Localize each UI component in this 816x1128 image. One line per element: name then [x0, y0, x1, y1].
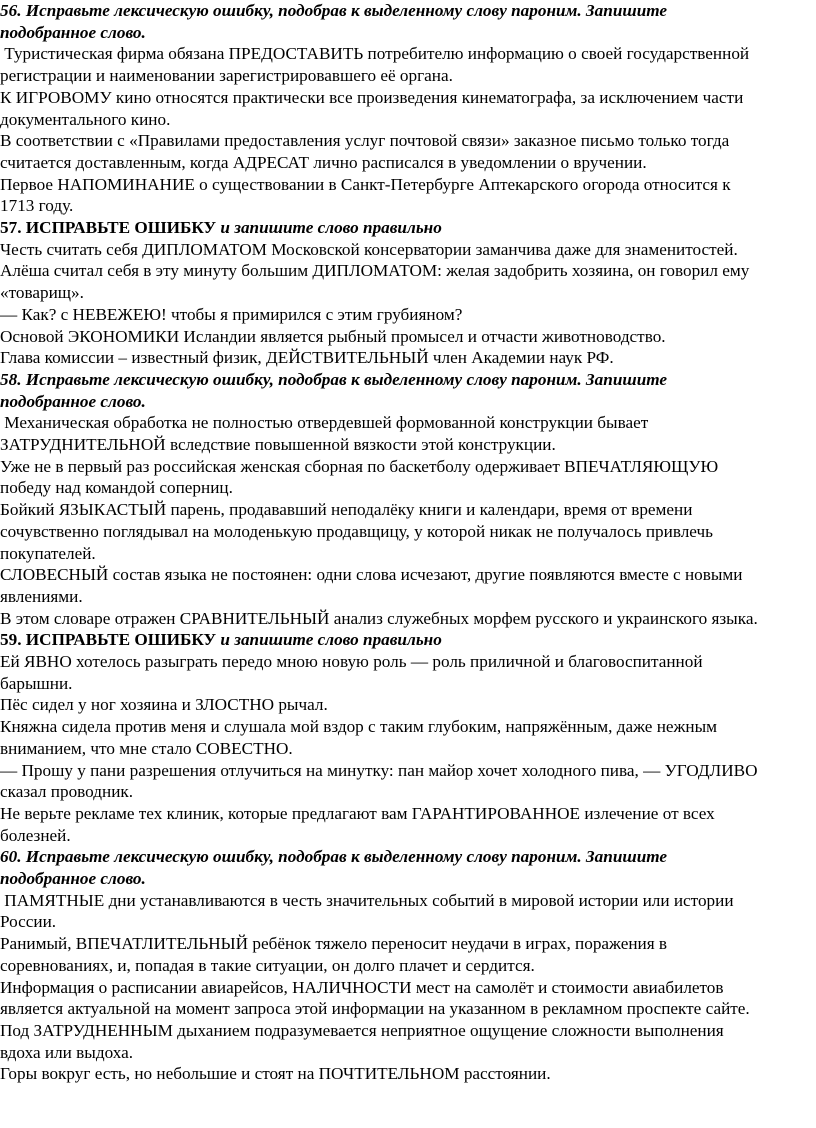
- sentence-text: В этом словаре отражен СРАВНИТЕЛЬНЫЙ анализ служебных морфем русского и украинского языка.: [0, 608, 758, 628]
- text-line: [0, 477, 233, 499]
- sentence-text: считается доставленным, когда АДРЕСАТ лично расписался в уведомлении о вручении.: [0, 152, 647, 172]
- sentence-text: СЛОВЕСНЫЙ состав языка не постоянен: одни слова исчезают, другие появляются вместе с новыми: [0, 565, 743, 585]
- task-heading-line: [0, 629, 442, 651]
- sentence-text: России.: [0, 912, 57, 932]
- heading-text: и запишите слово правильно: [220, 630, 442, 650]
- text-line: [0, 434, 556, 456]
- text-line: [0, 716, 717, 738]
- sentence-text: В соответствии с «Правилами предоставления услуг почтовой связи» заказное письмо только тогда: [0, 131, 730, 151]
- text-line: [0, 911, 56, 933]
- text-line: [0, 260, 749, 282]
- sentence-text: ПАМЯТНЫЕ дни устанавливаются в честь значительных событий в мировой истории или истории: [0, 890, 734, 910]
- task-heading-line: [0, 217, 442, 239]
- heading-text: 57. ИСПРАВЬТЕ ОШИБКУ: [0, 218, 221, 237]
- heading-text: 56. Исправьте лексическую ошибку, подобрав к выделенному слову пароним. Запишите: [0, 1, 668, 20]
- sentence-text: явлениями.: [0, 586, 83, 606]
- sentence-text: Ей ЯВНО хотелось разыграть передо мною новую роль — роль приличной и благовоспитанной: [0, 652, 703, 671]
- sentence-text: Алёша считал себя в эту минуту большим ДИПЛОМАТОМ: желая задобрить хозяина, он говорил ему: [0, 261, 750, 281]
- heading-text: подобранное слово.: [0, 391, 146, 411]
- sentence-text: Честь считать себя ДИПЛОМАТОМ Московской консерватории заманчива даже для знаменитостей.: [0, 239, 738, 259]
- sentence-text: вдоха или выдоха.: [0, 1042, 134, 1062]
- text-line: [0, 87, 743, 109]
- sentence-text: — Прошу у пани разрешения отлучиться на минутку: пан майор хочет холодного пива, — УГОДЛИВО: [0, 760, 758, 780]
- text-line: [0, 347, 614, 369]
- text-line: [0, 499, 692, 521]
- text-line: [0, 651, 703, 673]
- sentence-text: победу над командой соперниц.: [0, 478, 233, 498]
- text-line: [0, 673, 72, 695]
- text-line: [0, 152, 647, 174]
- sentence-text: Пёс сидел у ног хозяина и ЗЛОСТНО рычал.: [0, 695, 328, 715]
- task-heading-line: [0, 868, 146, 890]
- text-line: [0, 304, 462, 326]
- text-line: [0, 977, 724, 999]
- text-line: [0, 195, 73, 217]
- task-heading-line: [0, 391, 146, 413]
- text-line: [0, 412, 648, 434]
- text-line: [0, 282, 84, 304]
- text-line: [0, 521, 713, 543]
- text-line: [0, 608, 758, 630]
- sentence-text: Бойкий ЯЗЫКАСТЫЙ парень, продававший неподалёку книги и календари, время от времени: [0, 500, 693, 520]
- text-line: [0, 43, 749, 65]
- sentence-text: покупателей.: [0, 543, 96, 563]
- sentence-text: Основой ЭКОНОМИКИ Исландии является рыбный промысел и отчасти животноводство.: [0, 326, 666, 346]
- heading-text: подобранное слово.: [0, 22, 146, 42]
- sentence-text: вниманием, что мне стало СОВЕСТНО.: [0, 738, 293, 758]
- sentence-text: сочувственно поглядывал на молоденькую продавщицу, у которой никак не получалось привлечь: [0, 521, 713, 541]
- sentence-text: — Как? с НЕВЕЖЕЮ! чтобы я примирился с этим грубияном?: [0, 304, 463, 324]
- sentence-text: Княжна сидела против меня и слушала мой вздор с таким глубоким, напряжённым, даже нежным: [0, 717, 718, 737]
- sentence-text: Глава комиссии – известный физик, ДЕЙСТВИТЕЛЬНЫЙ член Академии наук РФ.: [0, 348, 614, 368]
- text-line: [0, 738, 293, 760]
- text-line: [0, 109, 170, 131]
- text-line: [0, 760, 758, 782]
- text-line: [0, 564, 742, 586]
- heading-text: 60. Исправьте лексическую ошибку, подобрав к выделенному слову пароним. Запишите: [0, 847, 668, 867]
- text-line: [0, 825, 71, 847]
- heading-text: 59. ИСПРАВЬТЕ ОШИБКУ: [0, 630, 221, 650]
- sentence-text: Первое НАПОМИНАНИЕ о существовании в Санкт-Петербурге Аптекарского огорода относится к: [0, 174, 731, 194]
- text-line: [0, 130, 729, 152]
- sentence-text: Ранимый, ВПЕЧАТЛИТЕЛЬНЫЙ ребёнок тяжело переносит неудачи в играх, поражения в: [0, 934, 668, 954]
- sentence-text: документального кино.: [0, 109, 171, 129]
- sentence-text: барышни.: [0, 673, 73, 693]
- sentence-text: ЗАТРУДНИТЕЛЬНОЙ вследствие повышенной вязкости этой конструкции.: [0, 435, 556, 454]
- task-heading-line: [0, 22, 146, 44]
- sentence-text: соревнованиях, и, попадая в такие ситуации, он долго плачет и сердится.: [0, 955, 535, 975]
- sentence-text: Механическая обработка не полностью отвердевшей формованной конструкции бывает: [0, 413, 649, 433]
- sentence-text: является актуальной на момент запроса этой информации на указанном в рекламном проспекте сайте.: [0, 999, 750, 1019]
- text-line: [0, 890, 734, 912]
- sentence-text: «товарищ».: [0, 283, 84, 303]
- sentence-text: Под ЗАТРУДНЕННЫМ дыханием подразумевается неприятное ощущение сложности выполнения: [0, 1020, 724, 1040]
- text-line: [0, 1042, 133, 1064]
- text-line: [0, 998, 750, 1020]
- text-line: [0, 65, 453, 87]
- task-heading-line: [0, 846, 667, 868]
- text-line: [0, 456, 718, 478]
- text-line: [0, 694, 328, 716]
- task-heading-line: [0, 0, 667, 22]
- text-line: [0, 1020, 724, 1042]
- sentence-text: Уже не в первый раз российская женская сборная по баскетболу одерживает ВПЕЧАТЛЯЮЩУЮ: [0, 456, 719, 476]
- text-line: [0, 543, 96, 565]
- sentence-text: Информация о расписании авиарейсов, НАЛИЧНОСТИ мест на самолёт и стоимости авиабилетов: [0, 977, 724, 997]
- sentence-text: Не верьте рекламе тех клиник, которые предлагают вам ГАРАНТИРОВАННОЕ излечение от всех: [0, 803, 715, 823]
- sentence-text: 1713 году.: [0, 196, 74, 216]
- text-line: [0, 781, 133, 803]
- sentence-text: Туристическая фирма обязана ПРЕДОСТАВИТЬ потребителю информацию о своей государственной: [0, 44, 750, 64]
- sentence-text: Горы вокруг есть, но небольшие и стоят на ПОЧТИТЕЛЬНОМ расстоянии.: [0, 1064, 551, 1084]
- sentence-text: болезней.: [0, 825, 71, 845]
- text-line: [0, 955, 535, 977]
- text-line: [0, 803, 715, 825]
- text-line: [0, 239, 738, 261]
- text-line: [0, 326, 666, 348]
- text-line: [0, 1063, 551, 1085]
- heading-text: 58. Исправьте лексическую ошибку, подобрав к выделенному слову пароним. Запишите: [0, 369, 668, 389]
- heading-text: подобранное слово.: [0, 869, 146, 888]
- sentence-text: сказал проводник.: [0, 782, 134, 802]
- sentence-text: К ИГРОВОМУ кино относятся практически все произведения кинематографа, за исключением части: [0, 87, 744, 107]
- text-line: [0, 586, 83, 608]
- sentence-text: регистрации и наименовании зарегистрировавшего её органа.: [0, 66, 453, 86]
- task-heading-line: [0, 369, 667, 391]
- text-line: [0, 174, 731, 196]
- heading-text: и запишите слово правильно: [220, 218, 442, 237]
- text-line: [0, 933, 667, 955]
